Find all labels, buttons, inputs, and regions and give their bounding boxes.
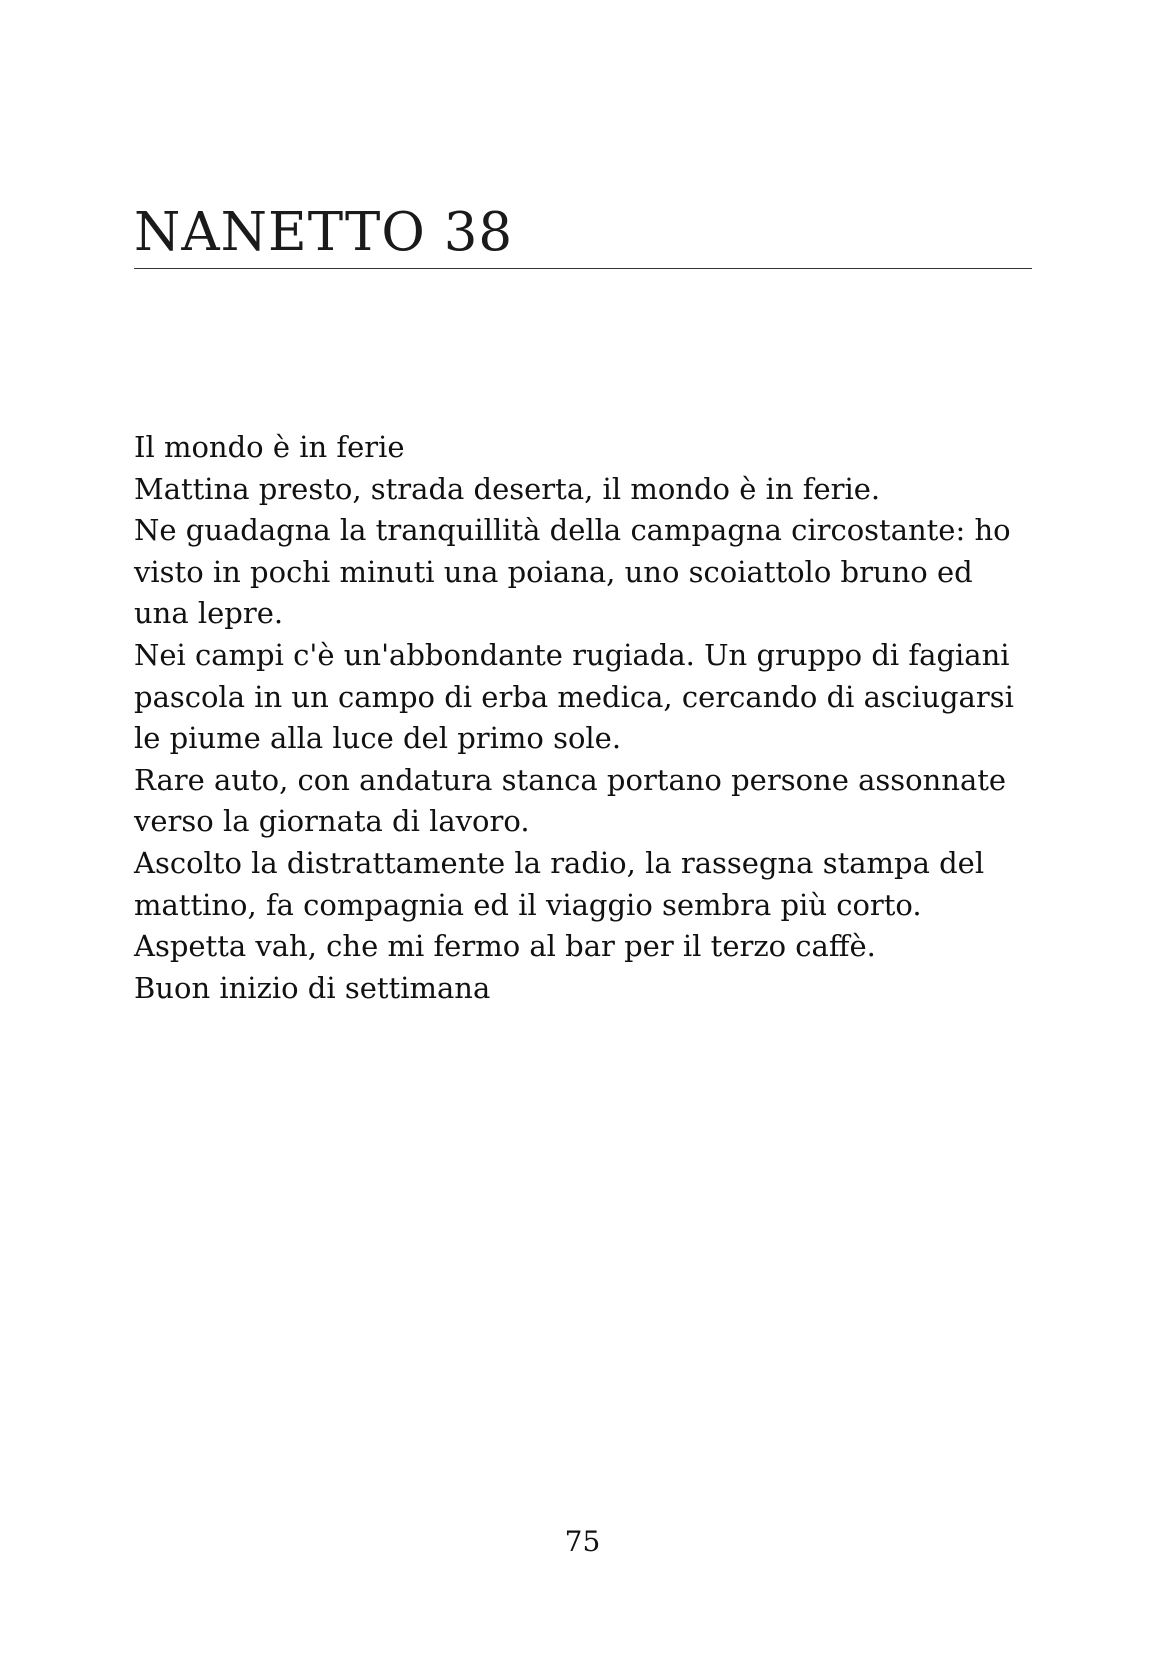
text-line: Nei campi c'è un'abbondante rugiada. Un gruppo di fagiani [134,637,1010,672]
page-number: 75 [564,1525,601,1558]
text-line: visto in pochi minuti una poiana, uno scoiattolo bruno ed [134,554,973,589]
text-line: Ascolto la distrattamente la radio, la rassegna stampa del [134,845,985,880]
text-line: Rare auto, con andatura stanca portano persone assonnate [134,762,1007,797]
text-line: le piume alla luce del primo sole. [134,721,622,756]
title-underline [134,268,1032,269]
page-title: NANETTO 38 [134,202,514,263]
text-line: Buon inizio di settimana [134,970,491,1005]
text-line: Ne guadagna la tranquillità della campagna circostante: ho [134,513,1011,548]
text-line: una lepre. [134,596,284,631]
text-line: Aspetta vah, che mi fermo al bar per il terzo caffè. [134,929,876,964]
text-line: Mattina presto, strada deserta, il mondo è in ferie. [134,471,881,506]
text-line: Il mondo è in ferie [134,430,405,464]
text-line: pascola in un campo di erba medica, cercando di asciugarsi [134,679,1014,714]
text-line: verso la giornata di lavoro. [134,804,530,839]
text-line: mattino, fa compagnia ed il viaggio sembra più corto. [134,887,922,922]
body-text [134,427,1032,1009]
